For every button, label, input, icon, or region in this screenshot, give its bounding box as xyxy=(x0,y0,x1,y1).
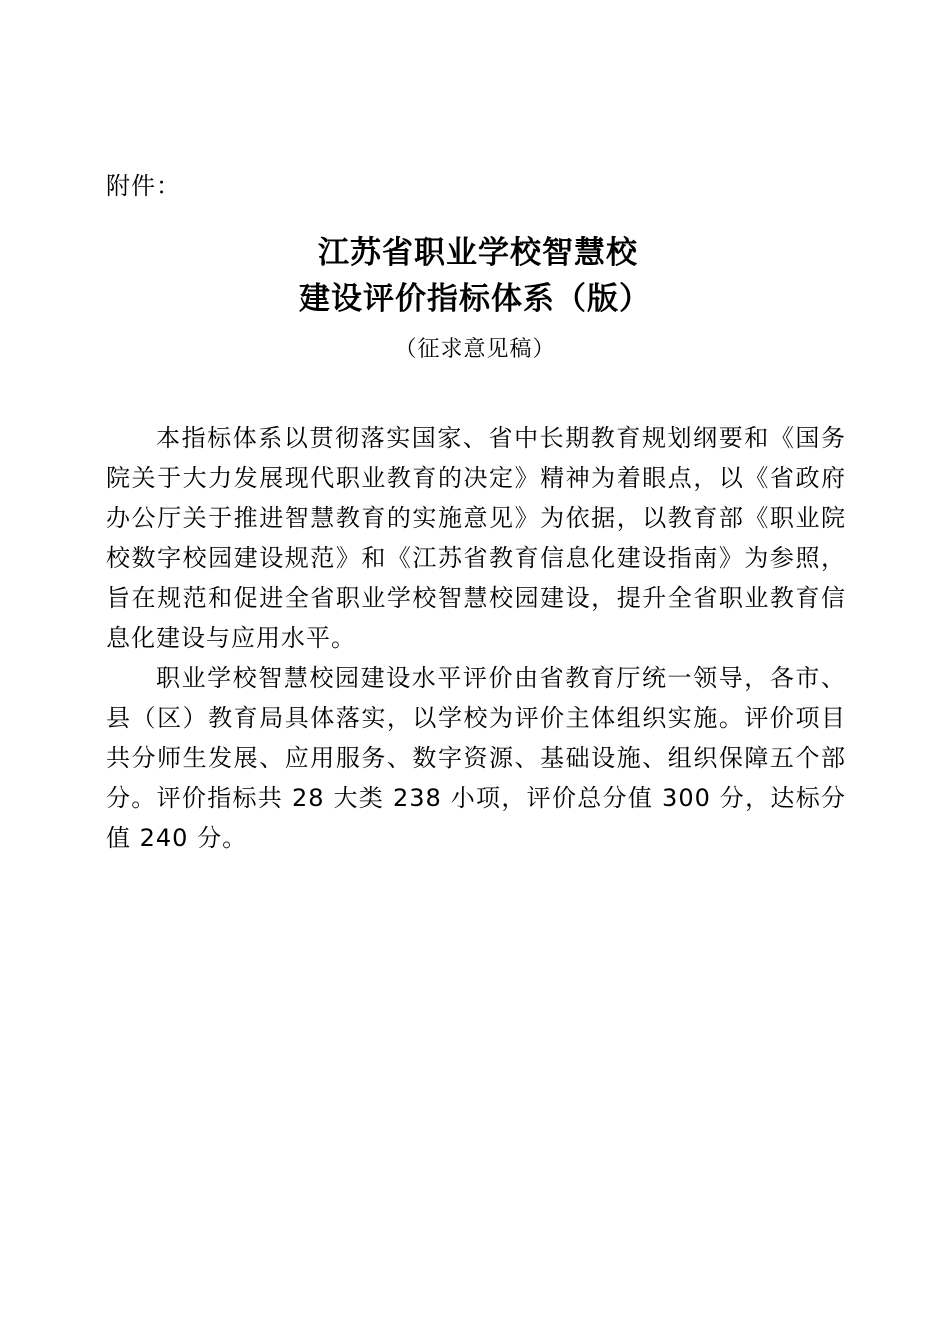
document-body xyxy=(106,418,846,858)
body-paragraph-1: 本指标体系以贯彻落实国家、省中长期教育规划纲要和《国务院关于大力发展现代职业教育的决定》精神为着眼点，以《省政府办公厅关于推进智慧教育的实施意见》为依据，以教育部《职业院校数字校园建设规范》和《江苏省教育信息化建设指南》为参照，旨在规范和促进全省职业学校智慧校园建设，提升全省职业教育信息化建设与应用水平。 xyxy=(106,424,846,652)
document-subtitle: （征求意见稿） xyxy=(394,337,556,362)
attachment-label: 附件： xyxy=(106,172,181,200)
document-title-line-2: 建设评价指标体系（版） xyxy=(299,281,651,317)
document-title-line-1: 江苏省职业学校智慧校 xyxy=(318,235,638,271)
body-paragraph-2: 职业学校智慧校园建设水平评价由省教育厅统一领导，各市、县（区）教育局具体落实，以学校为评价主体组织实施。评价项目共分师生发展、应用服务、数字资源、基础设施、组织保障五个部分。评价指标共 28 大类 238 小项，评价总分值 300 分，达标分值 240 分。 xyxy=(106,664,846,852)
